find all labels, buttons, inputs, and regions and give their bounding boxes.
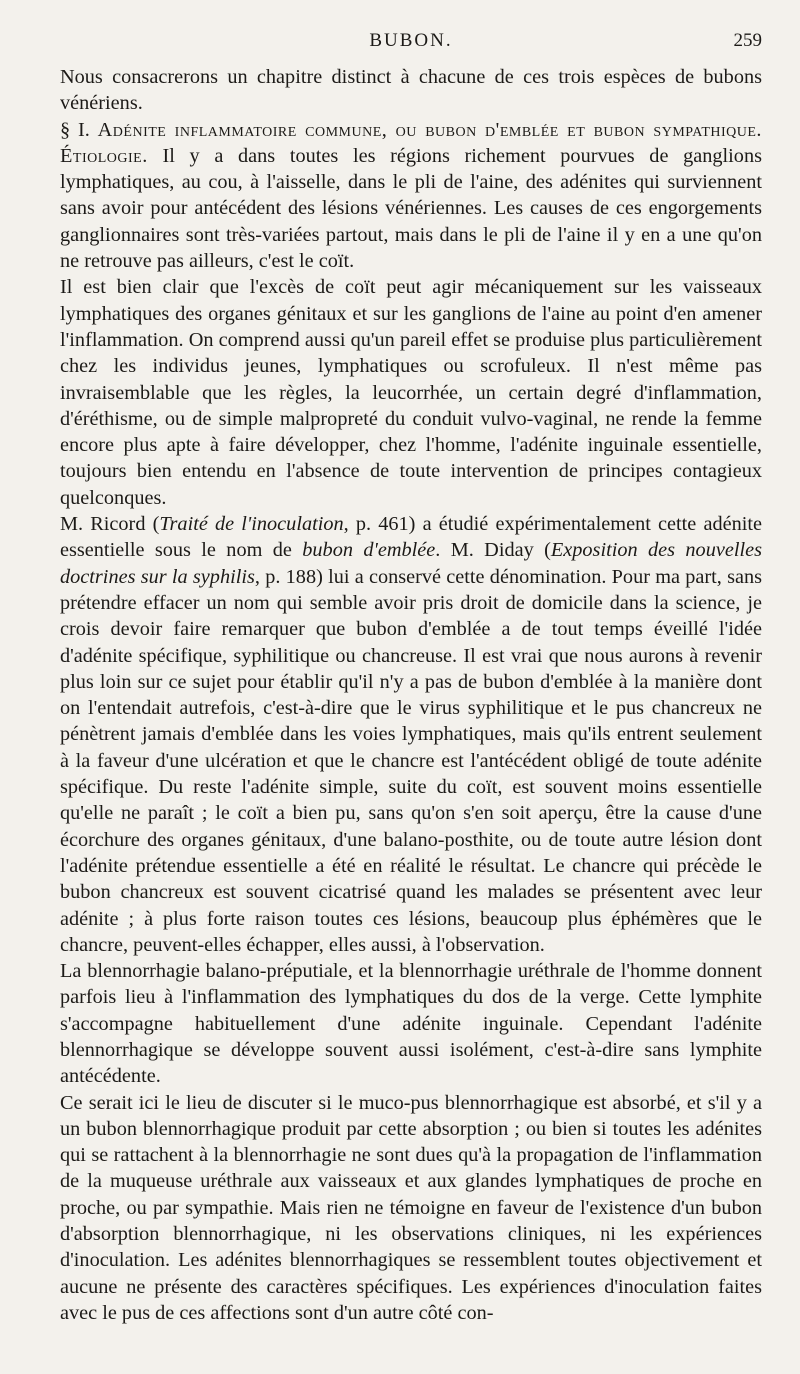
section-subheading: Étiologie. [60, 144, 148, 167]
paragraph-4-text-c: . M. Diday ( [435, 539, 551, 562]
section-heading: Adénite inflammatoire commune, ou bubon d'emblée et bubon sympathique. [97, 118, 762, 141]
paragraph-4-text-a: M. Ricord ( [60, 513, 160, 536]
paragraph-4-text-b: , p. 461) a étudié expérimentalement cette adénite essentielle sous le nom de [60, 513, 762, 562]
paragraph-4 [60, 511, 762, 958]
paragraph-2-text: Il y a dans toutes les régions richement pourvues de ganglions lymphatiques, au cou, à l'aisselle, dans le pli de l'aine, des adénites qui surviennent sans avoir pour antécédent des lésions vénériennes. Les causes de ces engorgements ganglionnaires sont très-variées partout, mais dans le pli de l'aine il y en a une qu'on ne retrouve pas ailleurs, c'est le coït. [60, 144, 762, 273]
paragraph-1-text: Nous consacrerons un chapitre distinct à chacune de ces trois espèces de bubons vénériens. [60, 66, 762, 115]
page-number: 259 [733, 30, 762, 51]
paragraph-5 [60, 958, 762, 1089]
page-header [60, 30, 762, 64]
paragraph-1 [60, 64, 762, 117]
section-heading-paragraph [60, 117, 762, 275]
citation-title-ricord: Traité de l'inoculation [159, 513, 344, 536]
paragraph-3 [60, 274, 762, 511]
paragraph-3-text: Il est bien clair que l'excès de coït peut agir mécaniquement sur les vaisseaux lymphatiques des organes génitaux et sur les ganglions de l'aine au point d'en amener l'inflammation. On comprend aussi qu'un pareil effet se produise plus particulièrement chez les individus jeunes, lymphatiques ou scrofuleux. Il n'est même pas invraisemblable que les règles, la leucorrhée, un certain degré d'inflammation, d'éréthisme, ou de simple malpropreté du conduit vulvo-vaginal, ne rende la femme encore plus apte à faire développer, chez l'homme, l'adénite inguinale essentielle, toujours bien entendu en l'absence de toute intervention de principes contagieux quelconques. [60, 276, 762, 509]
running-title: BUBON. [369, 30, 453, 51]
citation-title-diday: Exposition des nouvelles doctrines sur la syphilis [60, 539, 763, 588]
paragraph-6-text: Ce serait ici le lieu de discuter si le muco-pus blennorrhagique est absorbé, et s'il y a un bubon blennorrhagique produit par cette absorption ; ou bien si toutes les adénites qui se rattachent à la blennorrhagie ne sont dues qu'à la propagation de l'inflammation de la muqueuse uréthrale aux vaisseaux et aux glandes lymphatiques de proche en proche, ou par sympathie. Mais rien ne témoigne en faveur de l'existence d'un bubon d'absorption blennorrhagique, ni les observations cliniques, ni les expériences d'inoculation. Les adénites blennorrhagiques se ressemblent toutes objectivement et aucune ne présente des caractères spécifiques. Les expériences d'inoculation faites avec le pus de ces affections sont d'un autre côté con- [60, 1091, 762, 1324]
paragraph-5-text: La blennorrhagie balano-préputiale, et la blennorrhagie uréthrale de l'homme donnent parfois lieu à l'inflammation des lymphatiques du dos de la verge. Cette lymphite s'accompagne habituellement d'une adénite inguinale. Cependant l'adénite blennorrhagique se développe souvent aussi isolément, c'est-à-dire sans lymphite antécédente. [60, 960, 762, 1088]
term-bubon-emblee: bubon d'emblée [302, 539, 436, 562]
body-text [60, 64, 762, 1326]
section-mark: § I. [60, 118, 90, 141]
paragraph-4-text-d: , p. 188) lui a conservé cette dénomination. Pour ma part, sans prétendre effacer un nom qui semble avoir pris droit de domicile dans la science, je crois devoir faire remarquer que bubon d'emblée a de tout temps éveillé l'idée d'adénite spécifique, syphilitique ou chancreuse. Il est vrai que nous aurons à revenir plus loin sur ce sujet pour établir qu'il n'y a pas de bubon d'emblée à la manière dont on l'entendait autrefois, c'est-à-dire que le virus syphilitique et le pus chancreux ne pénètrent jamais d'emblée dans les voies lymphatiques, mais qu'ils entrent seulement à la faveur d'une ulcération et que le chancre est l'antécédent obligé de toute adénite spécifique. Du reste l'adénite simple, suite du coït, est souvent moins essentielle qu'elle ne paraît ; le coït a bien pu, sans qu'on s'en soit aperçu, être la cause d'une écorchure des organes génitaux, d'une balano-posthite, ou de toute autre lésion dont l'adénite prétendue essentielle a été en réalité le résultat. Le chancre qui précède le bubon chancreux est souvent cicatrisé quand les malades se présentent avec leur adénite ; à plus forte raison toutes ces lésions, beaucoup plus éphémères que le chancre, peuvent-elles échapper, elles aussi, à l'observation. [60, 565, 762, 956]
paragraph-6 [60, 1090, 762, 1327]
